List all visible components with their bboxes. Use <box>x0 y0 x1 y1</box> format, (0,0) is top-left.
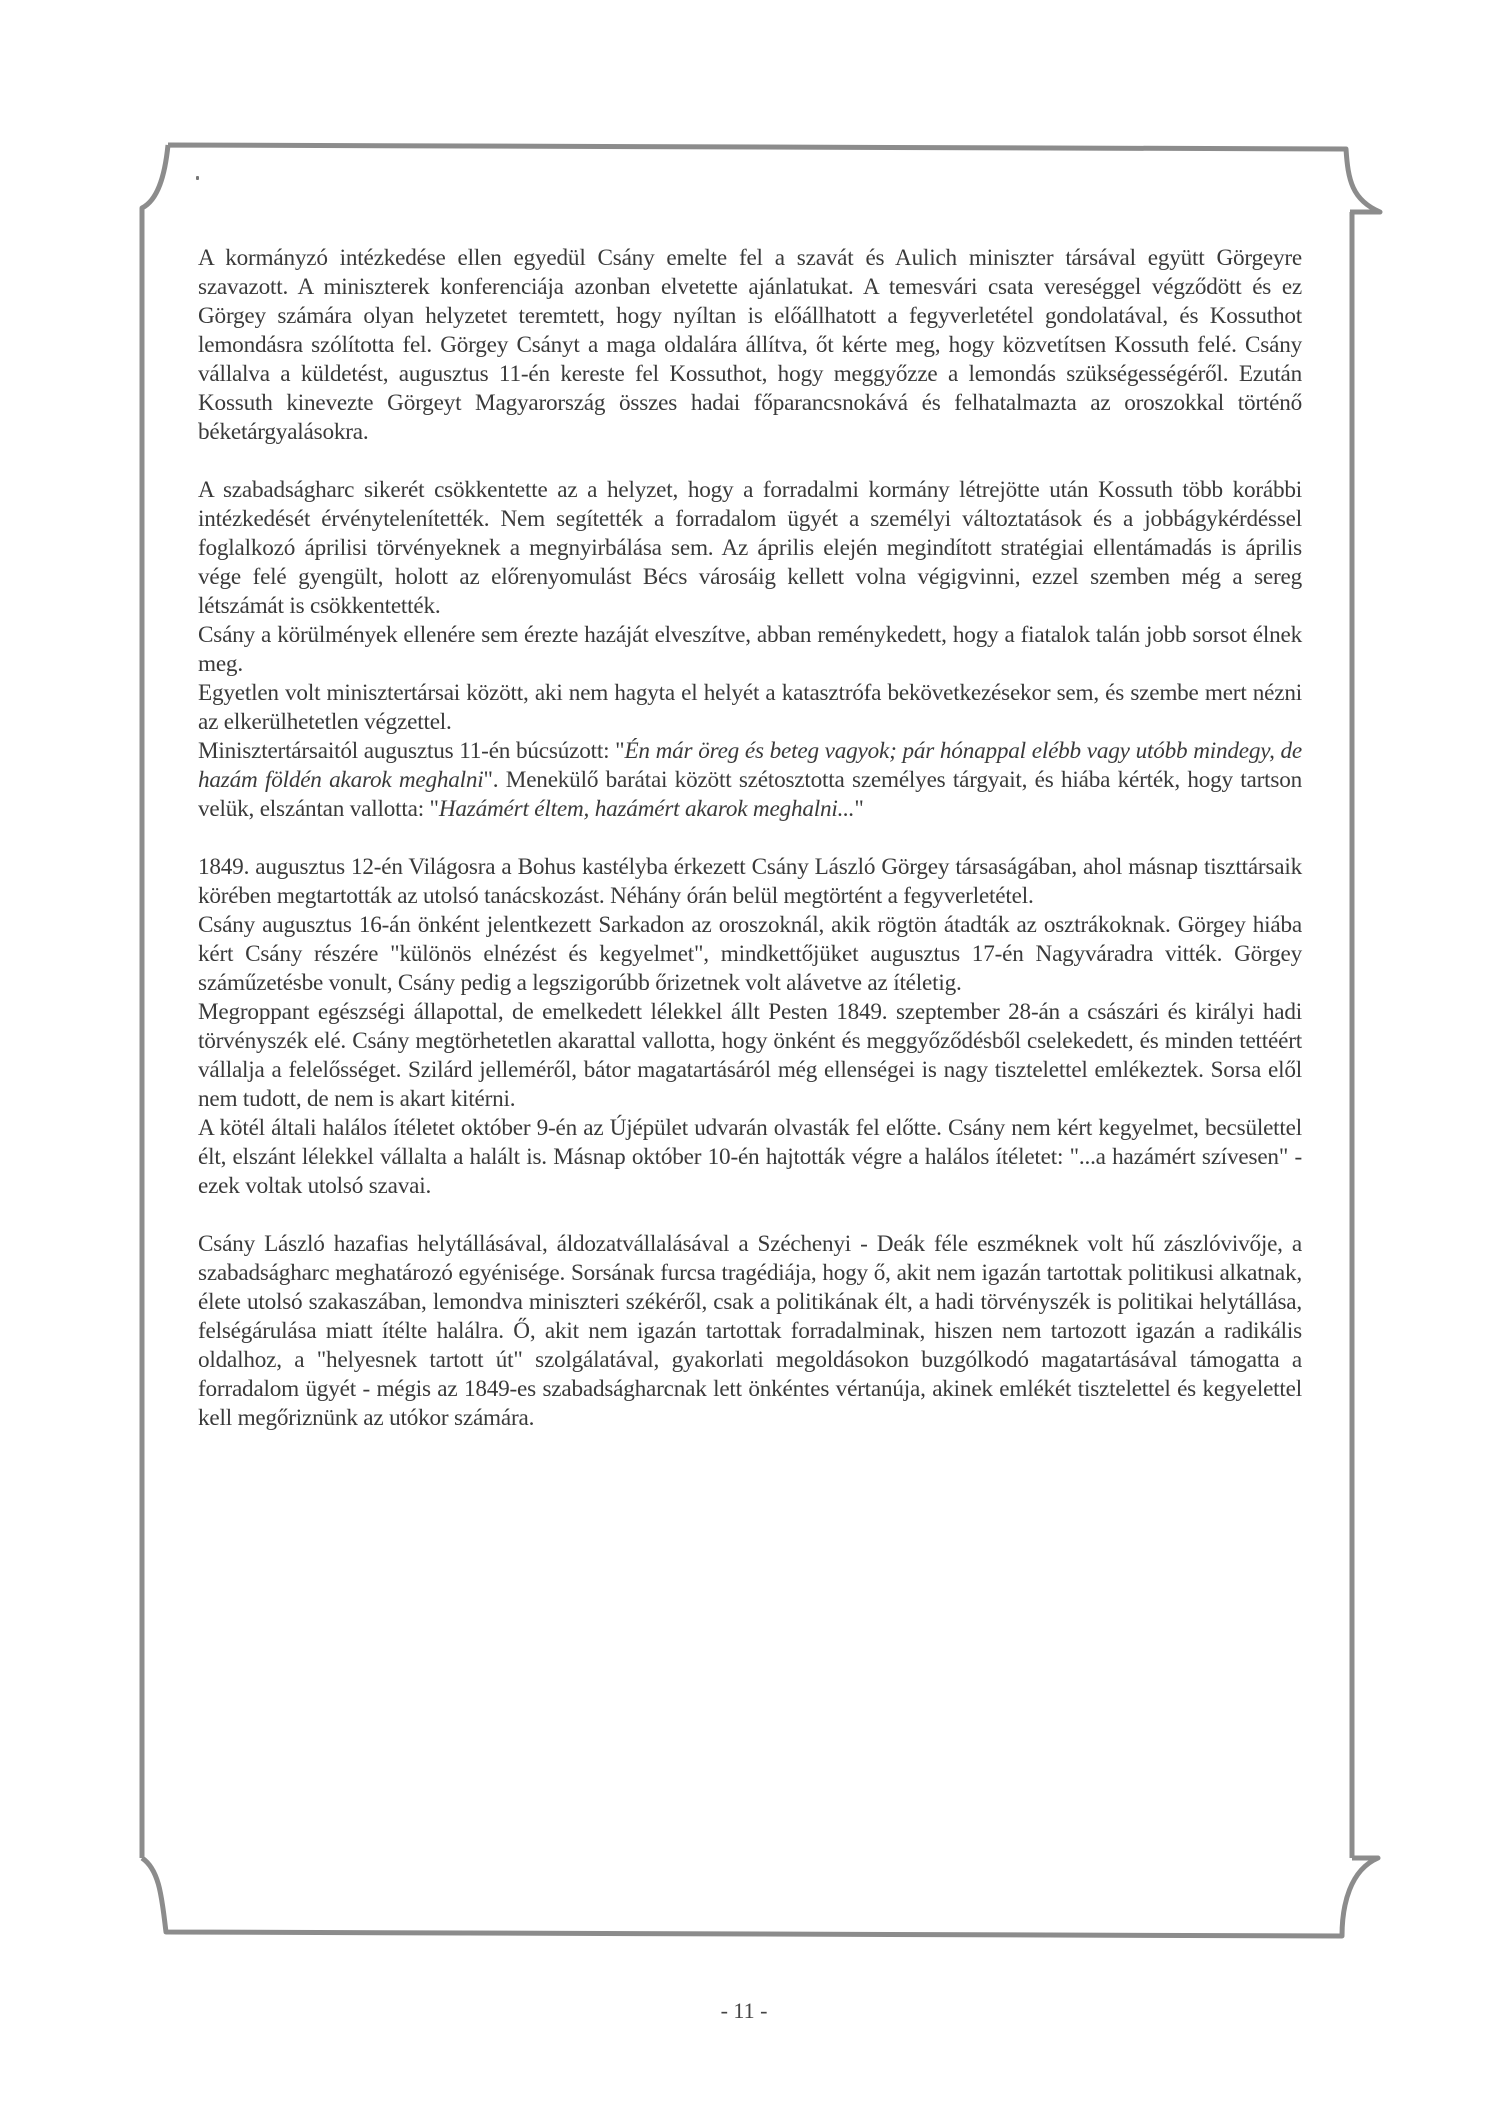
paragraph-p1 <box>198 244 1302 447</box>
paragraph-p10 <box>198 1230 1302 1433</box>
paragraph-text: ". Menekülő barátai között szétosztotta személyes tárgyait, és hiába kérték, hogy tartson velük, elszántan vallotta: " <box>198 767 1302 822</box>
paragraph-text: A kormányzó intézkedése ellen egyedül Csány emelte fel a szavát és Aulich miniszter társával együtt Görgeyre szavazott. A miniszterek konferenciája azonban elvetette ajánlatukat. A temesvári csata vereséggel végződött és ez Görgey számára olyan helyzetet teremtett, hogy nyíltan is előállhatott a fegyverletétel gondolatával, és Kossuthot lemondásra szólította fel. Görgey Csányt a maga oldalára állítva, őt kérte meg, hogy közvetítsen Kossuth felé. Csány vállalva a küldetést, augusztus 11-én kereste fel Kossuthot, hogy meggyőzze a lemondás szükségességéről. Ezután Kossuth kinevezte Görgeyt Magyarország összes hadai főparancsnokává és felhatalmazta az oroszokkal történő béketárgyalásokra. <box>198 245 1302 445</box>
paragraph-text: A kötél általi halálos ítéletet október 9-én az Újépület udvarán olvasták fel előtte. Csány nem kért kegyelmet, becsülettel élt, elszánt lélekkel vállalta a halált is. Másnap október 10-én hajtották végre a halálos ítéletet: "...a hazámért szívesen" - ezek voltak utolsó szavai. <box>198 1115 1302 1199</box>
paragraph-p6 <box>198 853 1302 911</box>
page-number: - 11 - <box>720 1998 768 2023</box>
paragraph-text: Minisztertársaitól augusztus 11-én búcsúzott: " <box>198 738 625 764</box>
paragraph-p8 <box>198 998 1302 1114</box>
paragraph-text: Megroppant egészségi állapottal, de emelkedett lélekkel állt Pesten 1849. szeptember 28-án a császári és királyi hadi törvényszék elé. Csány megtörhetetlen akarattal vallotta, hogy önként és meggyőződésből cselekedett, és minden tettéért vállalja a felelősséget. Szilárd jelleméről, bátor magatartásáról még ellenségei is nagy tisztelettel emlékeztek. Sorsa elől nem tudott, de nem is akart kitérni. <box>198 999 1302 1112</box>
paragraph-p7 <box>198 911 1302 998</box>
paragraph-p3 <box>198 621 1302 679</box>
scan-speck <box>196 176 199 180</box>
quote-text: Hazámért éltem, hazámért akarok meghalni... <box>438 796 855 822</box>
paragraph-p9 <box>198 1114 1302 1201</box>
paragraph-p4 <box>198 679 1302 737</box>
paragraph-p5 <box>198 737 1302 824</box>
quote-text: Én már öreg és beteg vagyok; pár hónappal elébb vagy utóbb mindegy, de hazám földén akarok meghalni <box>198 738 1302 793</box>
paragraph-text: " <box>854 796 864 822</box>
paragraph-text: Csány a körülmények ellenére sem érezte hazáját elveszítve, abban reménykedett, hogy a fiatalok talán jobb sorsot élnek meg. <box>198 622 1302 677</box>
document-body <box>198 244 1302 1433</box>
paragraph-text: Egyetlen volt minisztertársai között, aki nem hagyta el helyét a katasztrófa bekövetkezésekor sem, és szembe mert nézni az elkerülhetetlen végzettel. <box>198 680 1302 735</box>
paragraph-text: 1849. augusztus 12-én Világosra a Bohus kastélyba érkezett Csány László Görgey társaságában, ahol másnap tiszttársaik körében megtartották az utolsó tanácskozást. Néhány órán belül megtörtént a fegyverletétel. <box>198 854 1302 909</box>
paragraph-p2 <box>198 476 1302 621</box>
paragraph-text: A szabadságharc sikerét csökkentette az a helyzet, hogy a forradalmi kormány létrejötte után Kossuth több korábbi intézkedését érvénytelenítették. Nem segítették a forradalom ügyét a személyi változtatások és a jobbágykérdéssel foglalkozó áprilisi törvényeknek a megnyirbálása sem. Az április elején megindított stratégiai ellentámadás is április vége felé gyengült, holott az előrenyomulást Bécs városáig kellett volna végigvinni, ezzel szemben még a sereg létszámát is csökkentették. <box>198 477 1302 619</box>
paragraph-text: Csány augusztus 16-án önként jelentkezett Sarkadon az oroszoknál, akik rögtön átadták az osztrákoknak. Görgey hiába kért Csány részére "különös elnézést és kegyelmet", mindkettőjüket augusztus 17-én Nagyváradra vitték. Görgey száműzetésbe vonult, Csány pedig a legszigorúbb őrizetnek volt alávetve az ítéletig. <box>198 912 1302 996</box>
paragraph-text: Csány László hazafias helytállásával, áldozatvállalásával a Széchenyi - Deák féle eszméknek volt hű zászlóvivője, a szabadságharc meghatározó egyénisége. Sorsának furcsa tragédiája, hogy ő, akit nem igazán tartottak politikusi alkatnak, élete utolsó szakaszában, lemondva miniszteri székéről, csak a politikának élt, a hadi törvényszék is politikai helytállása, felségárulása miatt ítélte halálra. Ő, akit nem igazán tartottak forradalminak, hiszen nem tartozott igazán a radikális oldalhoz, a "helyesnek tartott út" szolgálatával, gyakorlati megoldásokon buzgólkodó magatartásával támogatta a forradalom ügyét - mégis az 1849-es szabadságharcnak lett önkéntes vértanúja, akinek emlékét tisztelettel és kegyelettel kell megőriznünk az utókor számára. <box>198 1231 1302 1431</box>
